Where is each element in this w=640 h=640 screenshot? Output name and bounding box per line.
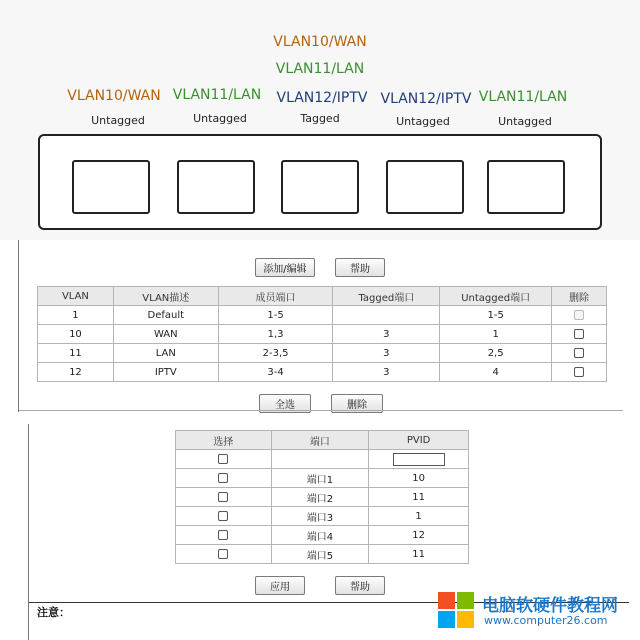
cell-desc: LAN — [113, 344, 218, 363]
site-watermark — [438, 588, 638, 636]
cell-delete — [552, 325, 607, 344]
port5-vlan-label: VLAN11/LAN — [478, 89, 568, 105]
cell-port: 端口2 — [271, 488, 369, 507]
cell-delete — [552, 306, 607, 325]
cell-untagged: 1 — [440, 325, 552, 344]
note-label: 注意： — [37, 606, 70, 619]
watermark-title: 电脑软硬件教程网 — [482, 596, 618, 616]
cell-vlan: 11 — [38, 344, 114, 363]
diagram-top-label-wan: VLAN10/WAN — [273, 34, 367, 50]
cell-untagged: 4 — [440, 363, 552, 382]
table-row — [176, 507, 469, 526]
cell-pvid: 10 — [369, 469, 469, 488]
port3-tag-label: Tagged — [300, 112, 340, 125]
port5-box — [487, 160, 565, 214]
cell-vlan: 1 — [38, 306, 114, 325]
vlan-settings-panel — [18, 240, 622, 412]
watermark-url: www.computer26.com — [484, 614, 608, 627]
cell-delete — [552, 363, 607, 382]
cell-select — [176, 450, 272, 469]
port3-vlan-label: VLAN12/IPTV — [276, 90, 368, 106]
table-row — [38, 363, 607, 382]
cell-vlan: 10 — [38, 325, 114, 344]
port2-vlan-label: VLAN11/LAN — [172, 87, 262, 103]
cell-tagged: 3 — [333, 344, 440, 363]
header-untagged-ports: Untagged端口 — [440, 287, 552, 306]
add-edit-button[interactable]: 添加/编辑 — [255, 258, 315, 277]
cell-port: 端口4 — [271, 526, 369, 545]
cell-members: 1,3 — [218, 325, 333, 344]
port4-box — [386, 160, 464, 214]
table-row-select-all — [176, 450, 469, 469]
header-vlan: VLAN — [38, 287, 114, 306]
cell-select — [176, 545, 272, 564]
cell-port: 端口5 — [271, 545, 369, 564]
cell-delete — [552, 344, 607, 363]
delete-checkbox[interactable] — [574, 348, 584, 358]
pvid-input[interactable] — [393, 453, 445, 466]
table-row — [176, 469, 469, 488]
cell-port: 端口3 — [271, 507, 369, 526]
vlan-port-diagram — [0, 0, 640, 240]
table-row — [38, 306, 607, 325]
cell-untagged: 2,5 — [440, 344, 552, 363]
port1-tag-label: Untagged — [91, 114, 145, 127]
port-select-checkbox[interactable] — [218, 511, 228, 521]
vlan-table — [37, 286, 607, 382]
cell-port: 端口1 — [271, 469, 369, 488]
header-select: 选择 — [176, 431, 272, 450]
port-select-checkbox[interactable] — [218, 549, 228, 559]
port2-box — [177, 160, 255, 214]
cell-pvid: 1 — [369, 507, 469, 526]
port1-vlan-label: VLAN10/WAN — [67, 88, 161, 104]
delete-checkbox[interactable] — [574, 367, 584, 377]
cell-select — [176, 488, 272, 507]
select-all-checkbox[interactable] — [218, 454, 228, 464]
cell-select — [176, 507, 272, 526]
delete-button[interactable]: 删除 — [331, 394, 383, 413]
pvid-table — [175, 430, 469, 564]
cell-pvid-input — [369, 450, 469, 469]
port4-tag-label: Untagged — [396, 115, 450, 128]
table-row — [176, 526, 469, 545]
header-vlan-desc: VLAN描述 — [113, 287, 218, 306]
select-all-button[interactable]: 全选 — [259, 394, 311, 413]
vlan-help-button[interactable]: 帮助 — [335, 258, 385, 277]
cell-tagged: 3 — [333, 325, 440, 344]
cell-pvid: 11 — [369, 545, 469, 564]
cell-tagged — [333, 306, 440, 325]
diagram-top-label-lan: VLAN11/LAN — [275, 61, 365, 77]
cell-desc: Default — [113, 306, 218, 325]
cell-select — [176, 469, 272, 488]
port-select-checkbox[interactable] — [218, 530, 228, 540]
delete-checkbox-disabled — [574, 310, 584, 320]
cell-members: 3-4 — [218, 363, 333, 382]
cell-members: 2-3,5 — [218, 344, 333, 363]
pvid-help-button[interactable]: 帮助 — [335, 576, 385, 595]
port2-tag-label: Untagged — [193, 112, 247, 125]
port-select-checkbox[interactable] — [218, 473, 228, 483]
cell-desc: IPTV — [113, 363, 218, 382]
cell-pvid: 11 — [369, 488, 469, 507]
table-row — [38, 344, 607, 363]
header-port: 端口 — [271, 431, 369, 450]
delete-checkbox[interactable] — [574, 329, 584, 339]
windows-logo-icon — [438, 592, 476, 630]
port1-box — [72, 160, 150, 214]
header-tagged-ports: Tagged端口 — [333, 287, 440, 306]
vlan-table-header — [38, 287, 607, 306]
cell-select — [176, 526, 272, 545]
port4-vlan-label: VLAN12/IPTV — [380, 91, 472, 107]
cell-pvid: 12 — [369, 526, 469, 545]
cell-tagged: 3 — [333, 363, 440, 382]
panel-divider — [19, 410, 623, 411]
cell-members: 1-5 — [218, 306, 333, 325]
header-member-ports: 成员端口 — [218, 287, 333, 306]
port5-tag-label: Untagged — [498, 115, 552, 128]
header-delete: 删除 — [552, 287, 607, 306]
switch-outline — [38, 134, 602, 230]
pvid-table-header — [176, 431, 469, 450]
table-row — [176, 545, 469, 564]
cell-port-empty — [271, 450, 369, 469]
apply-button[interactable]: 应用 — [255, 576, 305, 595]
cell-untagged: 1-5 — [440, 306, 552, 325]
table-row — [38, 325, 607, 344]
cell-vlan: 12 — [38, 363, 114, 382]
header-pvid: PVID — [369, 431, 469, 450]
cell-desc: WAN — [113, 325, 218, 344]
port3-box — [281, 160, 359, 214]
table-row — [176, 488, 469, 507]
port-select-checkbox[interactable] — [218, 492, 228, 502]
